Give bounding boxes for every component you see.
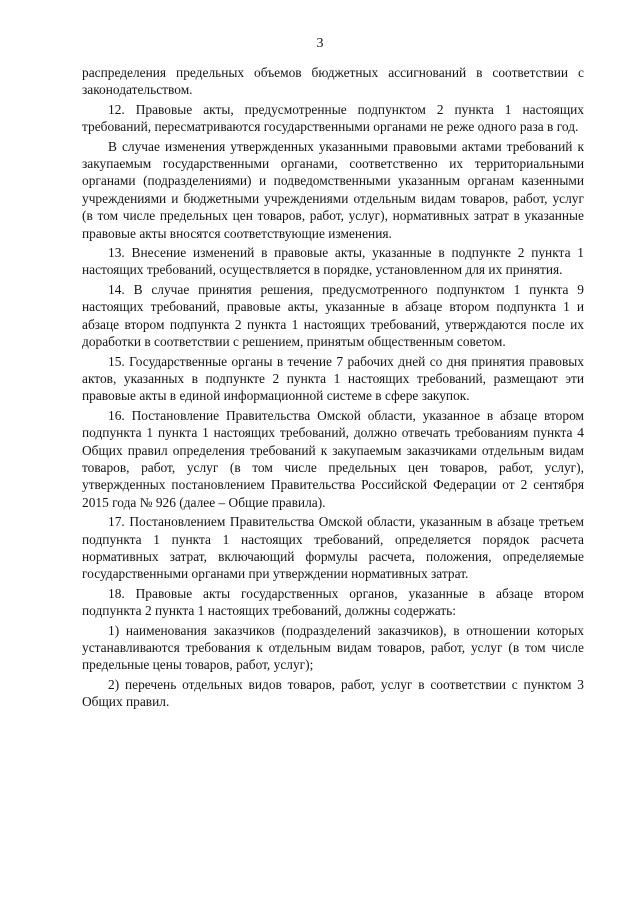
paragraph-18: 18. Правовые акты государственных органов, указанные в абзаце втором подпункта 2 пункта 1 настоящих требований, должны содержать: [82, 585, 584, 619]
page-number: 3 [316, 36, 324, 51]
paragraph-12-changes: В случае изменения утвержденных указанными правовыми актами требований к закупаемым государственными органами, соответственно их территориальными органами (подразделениями) и подведомственными указанным органам казенными учреждениями и бюджетными учреждениями отдельным видам товаров, работ, услуг (в том числе предельных цен товаров, работ, услуг), нормативных затрат в указанные правовые акты вносятся соответствующие изменения. [82, 138, 584, 241]
paragraph-18-item-2: 2) перечень отдельных видов товаров, работ, услуг в соответствии с пунктом 3 Общих правил. [82, 676, 584, 710]
document-body [82, 64, 584, 713]
paragraph-15: 15. Государственные органы в течение 7 рабочих дней со дня принятия правовых актов, указанных в подпункте 2 пункта 1 настоящих требований, размещают эти правовые акты в единой информационной системе в сфере закупок. [82, 353, 584, 404]
paragraph-17: 17. Постановлением Правительства Омской области, указанным в абзаце третьем подпункта 1 пункта 1 настоящих требований, определяется порядок расчета нормативных затрат, включающий формулы расчета, положения, определяемые государственными органами при утверждении нормативных затрат. [82, 514, 584, 582]
paragraph-continuation: распределения предельных объемов бюджетных ассигнований в соответствии с законодательством. [82, 65, 584, 98]
paragraph-18-item-1: 1) наименования заказчиков (подразделений заказчиков), в отношении которых устанавливаются требования к отдельным видам товаров, работ, услуг (в том числе предельные цены товаров, работ, услуг); [82, 622, 584, 673]
paragraph-14: 14. В случае принятия решения, предусмотренного подпунктом 1 пункта 9 настоящих требований, правовые акты, указанные в абзаце втором подпункта 1 и абзаце втором подпункта 2 пункта 1 настоящих требований, утверждаются после их доработки в соответствии с решением, принятым общественным советом. [82, 281, 584, 350]
paragraph-16: 16. Постановление Правительства Омской области, указанное в абзаце втором подпункта 1 пункта 1 настоящих требований, должно отвечать требованиям пункта 4 Общих правил определения требований к закупаемым заказчиками отдельным видам товаров, работ, услуг (в том числе предельных цен товаров, работ, услуг), утвержденных постановлением Правительства Российской Федерации от 2 сентября 2015 года № 926 (далее – Общие правила). [82, 407, 584, 510]
paragraph-13: 13. Внесение изменений в правовые акты, указанные в подпункте 2 пункта 1 настоящих требований, осуществляется в порядке, установленном для их принятия. [82, 245, 584, 278]
paragraph-12: 12. Правовые акты, предусмотренные подпунктом 2 пункта 1 настоящих требований, пересматриваются государственными органами не реже одного раза в год. [82, 101, 584, 135]
